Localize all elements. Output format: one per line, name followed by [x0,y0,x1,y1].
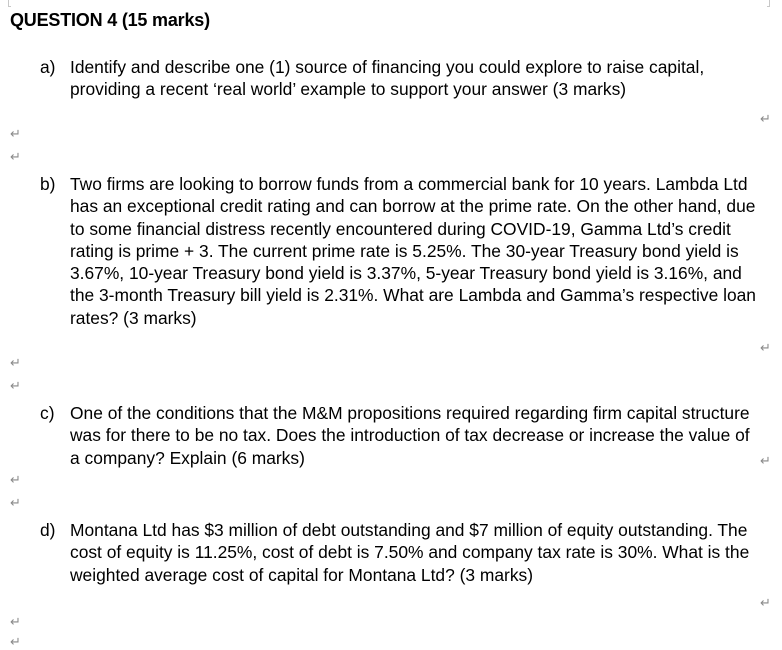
paragraph-mark-icon: ↵ [10,473,21,488]
paragraph-mark-icon: ↵ [10,496,21,511]
paragraph-mark-icon: ↵ [10,127,21,142]
paragraph-mark-icon: ↵ [760,341,771,356]
question-part-d [40,519,762,586]
question-letter: a) [40,57,56,77]
question-part-b [40,173,762,329]
question-text: Montana Ltd has $3 million of debt outstanding and $7 million of equity outstanding. The cost of equity is 11.25%, cost of debt is 7.50% and company tax rate is 30%. What is the weighted average cost of capital for Montana Ltd? (3 marks) [70,520,750,585]
question-part-c [40,402,762,469]
paragraph-mark-icon: ↵ [10,379,21,394]
question-letter: b) [40,174,56,194]
paragraph-mark-icon: ↵ [10,615,21,630]
paragraph-mark-icon: ↵ [10,635,21,650]
page-corner-mark [8,0,11,7]
paragraph-mark-icon: ↵ [10,356,21,371]
paragraph-mark-icon: ↵ [10,150,21,165]
paragraph-mark-icon: ↵ [760,596,771,611]
page-corner-mark [767,0,770,7]
question-text: Two firms are looking to borrow funds from a commercial bank for 10 years. Lambda Ltd has an exceptional credit rating and can borrow at the prime rate. On the other hand, due to some financial distress recently encountered during COVID-19, Gamma Ltd’s credit rating is prime + 3. The current prime rate is 5.25%. The 30-year Treasury bond yield is 3.67%, 10-year Treasury bond yield is 3.37%, 5-year Treasury bond yield is 3.16%, and the 3-month Treasury bill yield is 2.31%. What are Lambda and Gamma’s respective loan rates? (3 marks) [70,174,756,328]
question-text: Identify and describe one (1) source of financing you could explore to raise capital, providing a recent ‘real world’ example to support your answer (3 marks) [70,57,705,100]
question-letter: c) [40,403,55,423]
question-text: One of the conditions that the M&M propositions required regarding firm capital structure was for there to be no tax. Does the introduction of tax decrease or increase the value of a company? Explain (6 marks) [70,403,750,468]
question-part-a [40,56,762,101]
paragraph-mark-icon: ↵ [760,112,771,127]
paragraph-mark-icon: ↵ [760,454,771,469]
question-heading: QUESTION 4 (15 marks) [10,10,210,30]
question-letter: d) [40,520,56,540]
